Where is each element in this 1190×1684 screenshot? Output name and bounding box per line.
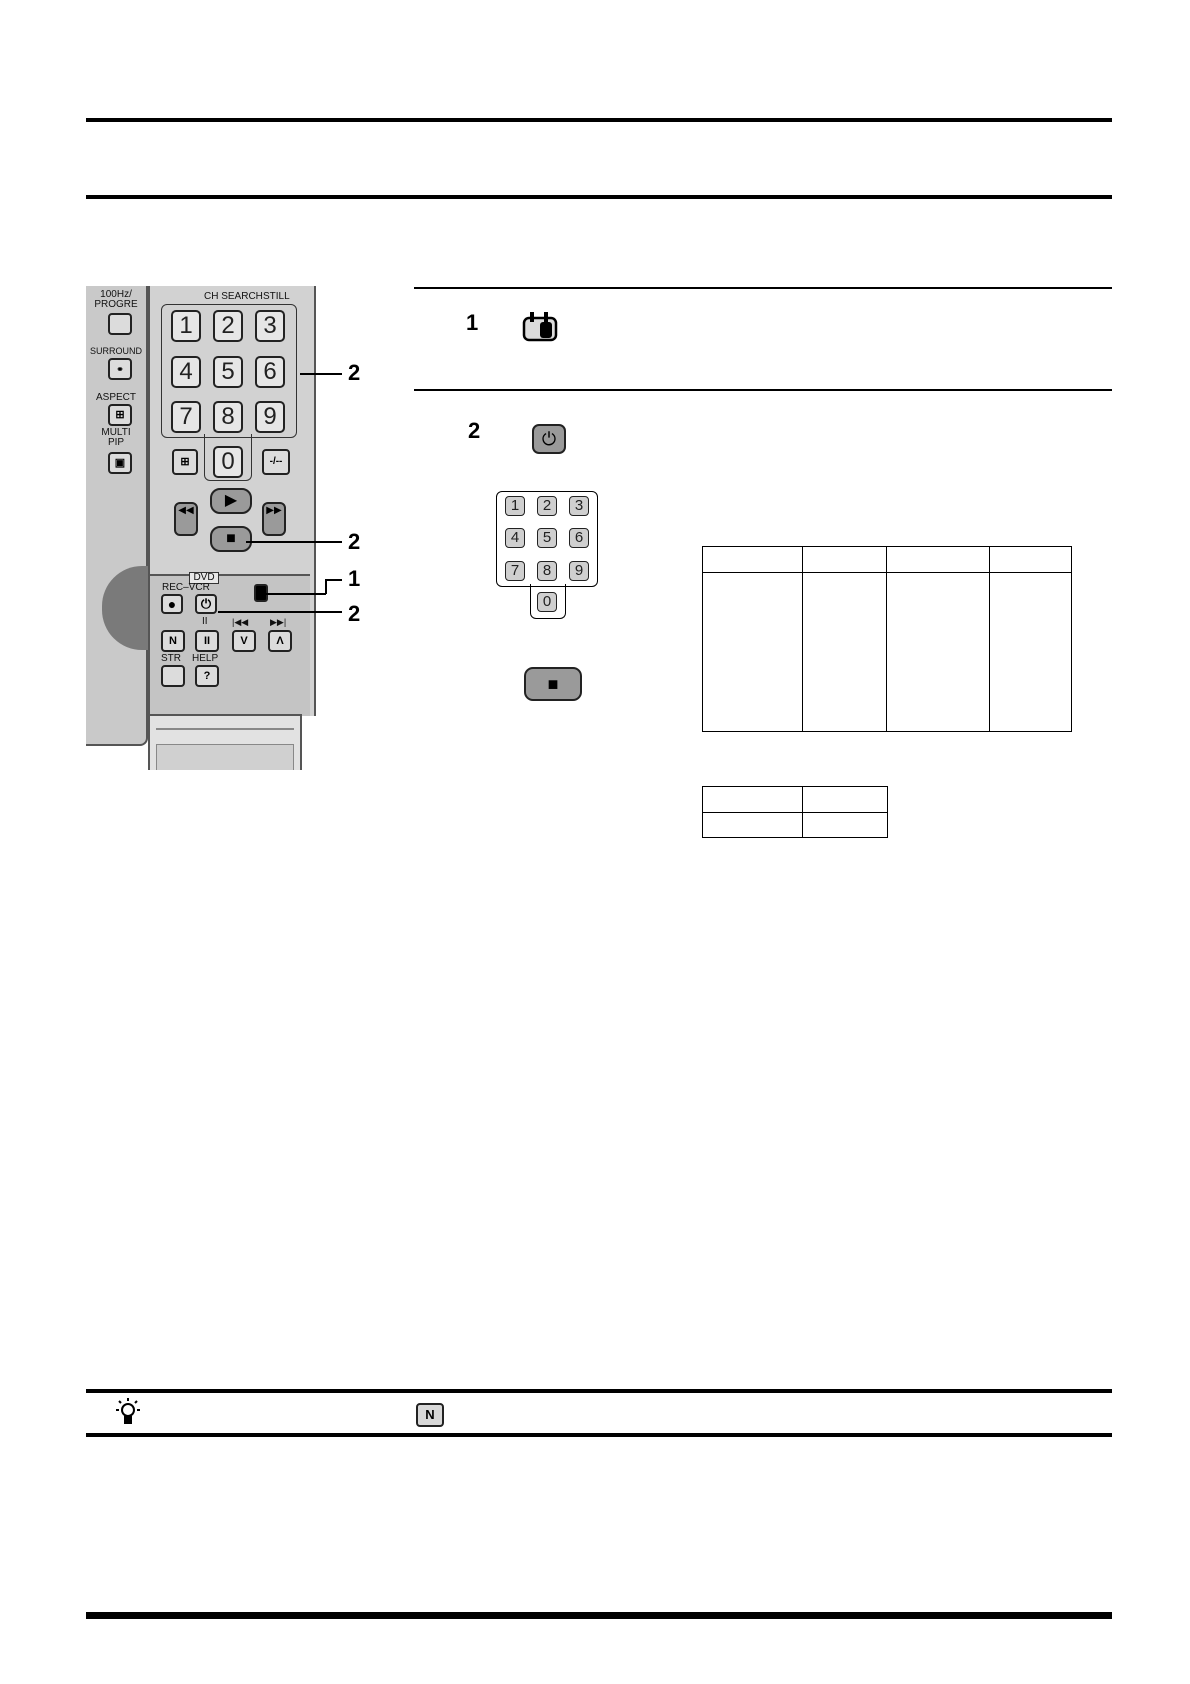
channel-table: [702, 546, 1072, 732]
stop-button[interactable]: ■: [210, 526, 252, 552]
str-button[interactable]: [161, 665, 185, 687]
aspect-button[interactable]: ⊞: [108, 404, 132, 426]
callout-line-switch-riser: [325, 579, 327, 594]
mini-key-7: 7: [505, 561, 525, 581]
key-4[interactable]: 4: [171, 356, 201, 388]
callout-stop: 2: [348, 529, 361, 554]
play-button[interactable]: ▶: [210, 488, 252, 514]
rec-vcr-label: REC–VCR: [162, 582, 210, 593]
progre-button[interactable]: [108, 313, 132, 335]
small-table-cell: [803, 812, 888, 838]
hz-progre-label: 100Hz/ PROGRE: [94, 289, 138, 310]
mini-key-6: 6: [569, 528, 589, 548]
key-8[interactable]: 8: [213, 401, 243, 433]
small-table-cell: [703, 812, 803, 838]
table-header-cell: [887, 547, 989, 573]
mini-key-1: 1: [505, 496, 525, 516]
fast-forward-button[interactable]: ▶▶: [262, 502, 286, 536]
mini-key-8: 8: [537, 561, 557, 581]
multi-pip-label: MULTI PIP: [101, 427, 131, 448]
lightbulb-icon: [112, 1396, 144, 1430]
table-cell: [887, 573, 989, 732]
tip-rule-bottom: [86, 1433, 1112, 1437]
mini-key-3: 3: [569, 496, 589, 516]
rec-button[interactable]: ●: [161, 594, 183, 614]
step-2-number: 2: [468, 418, 481, 443]
table-header-cell: [803, 547, 887, 573]
table-header-cell: [703, 547, 803, 573]
table-cell: [989, 573, 1071, 732]
key-2[interactable]: 2: [213, 310, 243, 342]
remote-illustration: [86, 286, 316, 770]
still-label: STILL: [263, 291, 290, 302]
key-7[interactable]: 7: [171, 401, 201, 433]
ch-digit-button[interactable]: -/--: [262, 449, 290, 475]
up-button[interactable]: Λ: [268, 630, 292, 652]
callout-line-stop: [246, 541, 342, 543]
aspect-label: ASPECT: [95, 392, 136, 403]
skip-forward-label: ▶▶|: [270, 617, 287, 627]
mini-key-5: 5: [537, 528, 557, 548]
rewind-button[interactable]: ◀◀: [174, 502, 198, 536]
power-icon: ⏻: [532, 424, 566, 454]
callout-line-power: [218, 611, 342, 613]
pause-button[interactable]: II: [195, 630, 219, 652]
small-table-cell: [703, 787, 803, 813]
header-rule-top: [86, 118, 1112, 122]
ch-search-label: CH SEARCH: [204, 291, 263, 302]
key-9[interactable]: 9: [255, 401, 285, 433]
help-label: HELP: [192, 653, 219, 664]
footer-rule: [86, 1612, 1112, 1619]
step-rule-top: [414, 287, 1112, 289]
callout-line-switch-up: [326, 579, 342, 581]
table-cell: [703, 573, 803, 732]
small-table: [702, 786, 888, 838]
callout-keypad: 2: [348, 360, 361, 385]
step-1-number: 1: [466, 310, 479, 335]
multi-pip-button[interactable]: ▣: [108, 452, 132, 474]
dvd-label: DVD: [189, 572, 219, 584]
mini-key-4: 4: [505, 528, 525, 548]
surround-label: SURROUND: [89, 346, 142, 356]
key-0[interactable]: 0: [213, 446, 243, 478]
callout-power: 2: [348, 601, 361, 626]
help-button[interactable]: ?: [195, 665, 219, 687]
n-key-icon: N: [416, 1403, 444, 1427]
callout-line-switch: [266, 593, 326, 595]
step-rule-middle: [414, 389, 1112, 391]
small-table-cell: [803, 787, 888, 813]
skip-back-label: |◀◀: [232, 617, 249, 627]
down-button[interactable]: V: [232, 630, 256, 652]
str-label: STR: [161, 653, 181, 664]
remote-flip-cover: [148, 714, 302, 770]
input-select-button[interactable]: ⊞: [172, 449, 198, 475]
callout-line-keypad: [300, 373, 342, 375]
surround-button[interactable]: ⚭: [108, 358, 132, 380]
pause-label: II: [202, 616, 208, 627]
table-header-cell: [989, 547, 1071, 573]
key-1[interactable]: 1: [171, 310, 201, 342]
power-button[interactable]: ⏻: [195, 594, 217, 614]
switch-icon: [522, 310, 558, 342]
header-rule-bottom: [86, 195, 1112, 199]
mini-key-9: 9: [569, 561, 589, 581]
callout-switch: 1: [348, 566, 361, 591]
stop-icon: ■: [524, 667, 582, 701]
key-3[interactable]: 3: [255, 310, 285, 342]
n-button[interactable]: N: [161, 630, 185, 652]
key-5[interactable]: 5: [213, 356, 243, 388]
key-6[interactable]: 6: [255, 356, 285, 388]
table-cell: [803, 573, 887, 732]
mini-key-2: 2: [537, 496, 557, 516]
mini-key-0: 0: [537, 592, 557, 612]
tip-rule-top: [86, 1389, 1112, 1393]
